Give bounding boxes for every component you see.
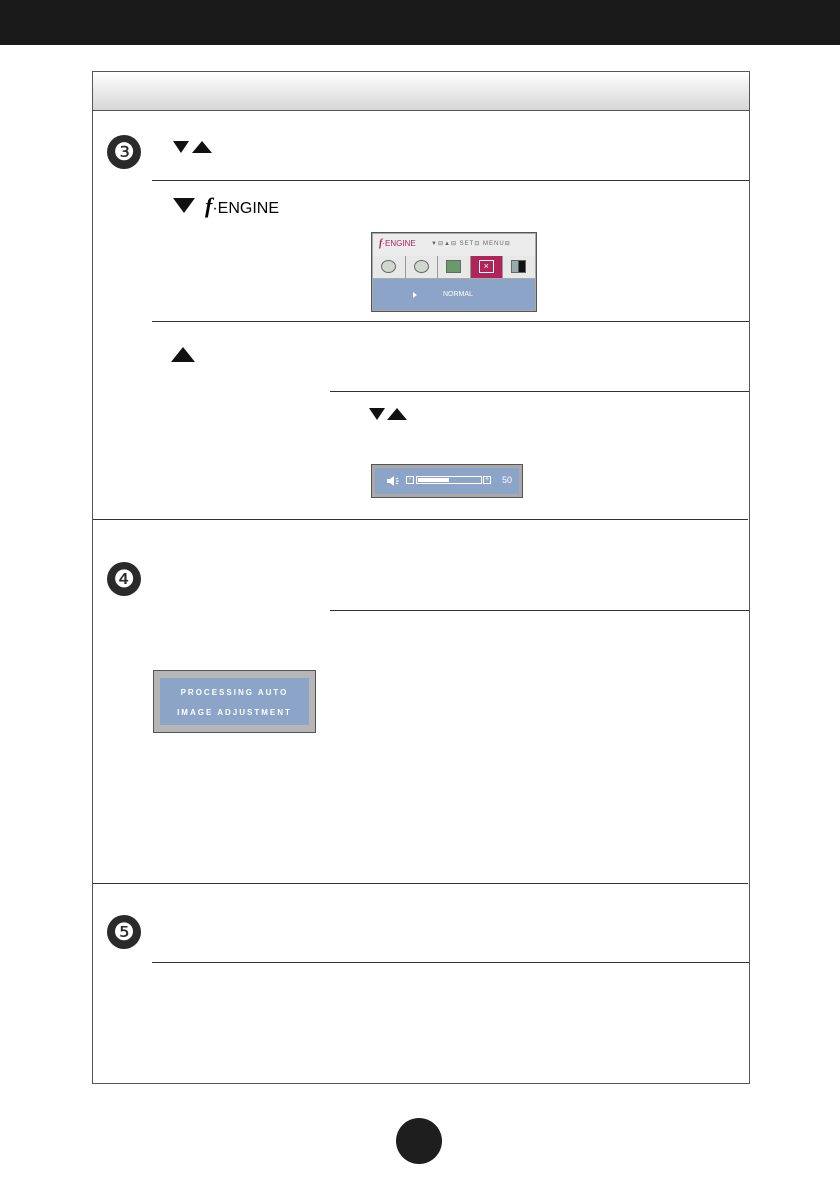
osd-tab-demo [438,256,471,278]
divider-line [330,391,749,392]
section-divider [93,519,748,520]
osd-up-icon: ▲ [443,241,451,247]
processing-line-2: IMAGE ADJUSTMENT [177,708,292,717]
osd-menu-label: MENU [483,241,505,247]
volume-osd [371,464,523,498]
f-engine-logo-f: f [205,193,213,218]
osd-tab-movie [373,256,406,278]
osd-exit-icon: ⊟ [504,241,511,247]
osd-top-bar [373,234,535,256]
volume-value: 50 [502,475,513,485]
processing-osd-panel [160,678,309,725]
divider-line [330,610,749,611]
osd-mode-label: NORMAL [443,291,473,298]
down-up-arrows-icon [368,407,408,421]
f-engine-osd [371,232,537,312]
osd-controls [431,240,511,247]
page-number-badge [396,1118,442,1164]
osd-status-bar [373,279,535,310]
processing-line-1: PROCESSING AUTO [180,688,289,697]
osd-mode-tabs [373,256,535,278]
divider-line [152,180,749,181]
volume-minus-icon: - [406,476,414,484]
osd-tab-internet [406,256,439,278]
osd-right-icon: ⊟ [450,241,457,247]
divider-line [152,321,749,322]
osd-title-text: ·ENGINE [382,239,416,248]
down-arrow-icon [172,197,196,214]
osd-tab-user [503,256,535,278]
osd-set-icon: ⊡ [474,241,481,247]
osd-tab-normal [471,256,504,278]
down-up-arrows-icon [172,140,214,154]
close-icon: × [479,260,494,273]
user-mode-icon [511,260,526,273]
osd-down-icon: ▼ [431,241,438,247]
f-engine-logo [205,193,279,219]
globe-icon [414,260,429,273]
processing-osd [153,670,316,733]
volume-slider [416,476,482,484]
picture-icon [446,260,461,273]
section-divider [93,883,748,884]
section-number-5: ❺ [107,915,141,949]
section-number-4: ❹ [107,562,141,596]
speaker-icon [387,476,399,486]
section-number-3: ❸ [107,135,141,169]
top-header-band [0,0,840,45]
content-frame [92,71,750,1084]
volume-osd-panel [375,468,519,494]
f-engine-logo-text: ·ENGINE [212,200,279,217]
movie-icon [381,260,396,273]
osd-title [379,238,416,249]
volume-fill [418,478,449,482]
table-header-bar [93,72,749,111]
play-arrow-icon [413,292,417,298]
divider-line [152,962,749,963]
osd-title-f: f [379,238,383,249]
osd-left-icon: ⊟ [437,241,444,247]
volume-plus-icon: + [484,476,490,483]
up-arrow-icon [170,346,196,363]
osd-set-label: SET [459,241,475,247]
